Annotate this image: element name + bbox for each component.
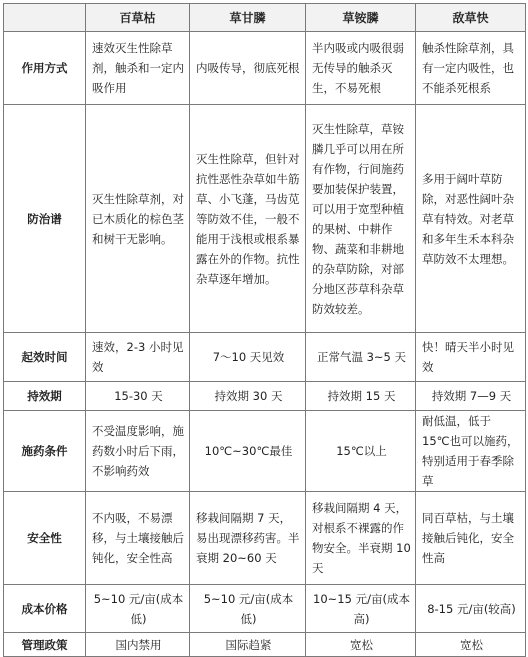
table-cell: 5~10 元/亩(成本低) [86, 585, 190, 633]
table-cell: 半内吸或内吸很弱无传导的触杀灭生，不易死根 [306, 32, 416, 105]
table-cell: 持效期 30 天 [190, 382, 306, 411]
table-cell: 快！晴天半小时见效 [416, 333, 526, 382]
table-cell: 宽松 [306, 633, 416, 657]
row-label-application-conditions: 施药条件 [4, 411, 86, 492]
table-cell: 持效期 7—9 天 [416, 382, 526, 411]
table-cell: 15℃以上 [306, 411, 416, 492]
row-label-safety: 安全性 [4, 492, 86, 585]
table-cell: 触杀性除草剂，具有一定内吸性，也不能杀死根系 [416, 32, 526, 105]
table-row [4, 585, 526, 633]
row-label-mode-of-action: 作用方式 [4, 32, 86, 105]
table-cell: 7～10 天见效 [190, 333, 306, 382]
row-label-cost: 成本价格 [4, 585, 86, 633]
table-cell: 同百草枯，与土壤接触后钝化，安全性高 [416, 492, 526, 585]
table-cell: 10℃~30℃最佳 [190, 411, 306, 492]
table-cell: 速效灭生性除草剂，触杀和一定内吸作用 [86, 32, 190, 105]
table-row [4, 492, 526, 585]
table-row [4, 105, 526, 333]
table-cell: 5~10 元/亩(成本低) [190, 585, 306, 633]
table-cell: 灭生性除草剂，对已木质化的棕色茎和树干无影响。 [86, 105, 190, 333]
row-label-onset-time: 起效时间 [4, 333, 86, 382]
table-cell: 10~15 元/亩(成本高) [306, 585, 416, 633]
header-corner-cell [4, 4, 86, 32]
row-label-control-spectrum: 防治谱 [4, 105, 86, 333]
table-cell: 内吸传导，彻底死根 [190, 32, 306, 105]
table-cell: 移栽间隔期 7 天，易出现漂移药害。半衰期 20~60 天 [190, 492, 306, 585]
table-cell: 不受温度影响，施药数小时后下雨，不影响药效 [86, 411, 190, 492]
table-cell: 速效，2-3 小时见效 [86, 333, 190, 382]
table-row [4, 382, 526, 411]
table-row [4, 411, 526, 492]
table-cell: 多用于阔叶草防除，对恶性阔叶杂草有特效。对老草和多年生禾本科杂草防效不太理想。 [416, 105, 526, 333]
header-paraquat: 百草枯 [86, 4, 190, 32]
table-cell: 宽松 [416, 633, 526, 657]
table-cell: 不内吸，不易漂移，与土壤接触后钝化，安全性高 [86, 492, 190, 585]
table-row [4, 32, 526, 105]
table-cell: 灭生性除草，草铵膦几乎可以用在所有作物，行间施药要加装保护装置，可以用于宽型种植的果树、中耕作物、蔬菜和非耕地的杂草防除，对部分地区莎草科杂草防效较差。 [306, 105, 416, 333]
table-cell: 正常气温 3~5 天 [306, 333, 416, 382]
table-cell: 8-15 元/亩(较高) [416, 585, 526, 633]
header-glyphosate: 草甘膦 [190, 4, 306, 32]
table-cell: 15-30 天 [86, 382, 190, 411]
table-cell: 国际趋紧 [190, 633, 306, 657]
table-cell: 耐低温，低于 15℃也可以施药，特别适用于春季除草 [416, 411, 526, 492]
table-row [4, 333, 526, 382]
row-label-duration: 持效期 [4, 382, 86, 411]
table-header-row [4, 4, 526, 32]
table-cell: 持效期 15 天 [306, 382, 416, 411]
header-diquat: 敌草快 [416, 4, 526, 32]
herbicide-comparison-table [3, 3, 526, 657]
row-label-regulatory-policy: 管理政策 [4, 633, 86, 657]
header-glufosinate: 草铵膦 [306, 4, 416, 32]
table-cell: 移栽间隔期 4 天，对根系不裸露的作物安全。半衰期 10 天 [306, 492, 416, 585]
table-cell: 国内禁用 [86, 633, 190, 657]
table-cell: 灭生性除草，但针对抗性恶性杂草如牛筋草、小飞蓬，马齿苋等防效不佳，一般不能用于浅根或根系暴露在外的作物。抗性杂草逐年增加。 [190, 105, 306, 333]
